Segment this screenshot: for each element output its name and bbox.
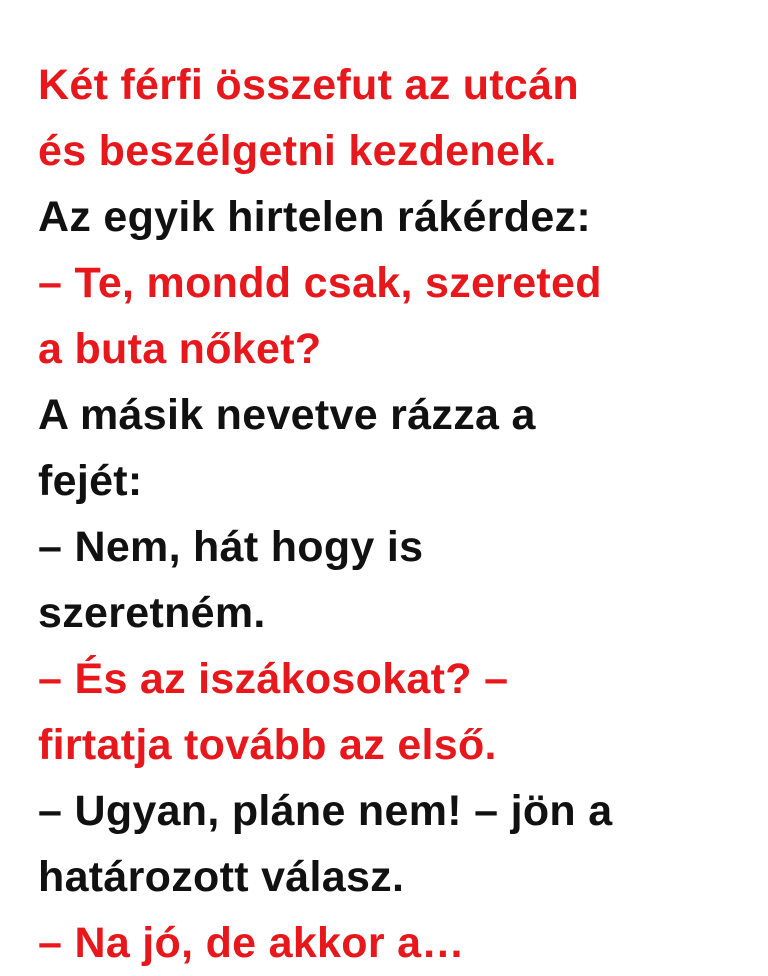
joke-line: Az egyik hirtelen rákérdez: — [38, 193, 591, 241]
joke-line: – Ugyan, pláne nem! – jön a — [38, 787, 613, 835]
joke-line: firtatja tovább az első. — [38, 721, 497, 769]
joke-line: – És az iszákosokat? – — [38, 655, 509, 703]
joke-line: határozott válasz. — [38, 853, 405, 901]
joke-line: – Nem, hát hogy is — [38, 523, 424, 571]
joke-line: a buta nőket? — [38, 325, 322, 373]
joke-line: és beszélgetni kezdenek. — [38, 127, 557, 175]
joke-line: A másik nevetve rázza a — [38, 391, 536, 439]
joke-line: fejét: — [38, 457, 143, 505]
joke-line: Két férfi összefut az utcán — [38, 61, 579, 109]
joke-line: – Na jó, de akkor a… — [38, 919, 465, 967]
joke-text — [38, 52, 738, 976]
joke-line: – Te, mondd csak, szereted — [38, 259, 602, 307]
joke-line: szeretném. — [38, 589, 266, 637]
